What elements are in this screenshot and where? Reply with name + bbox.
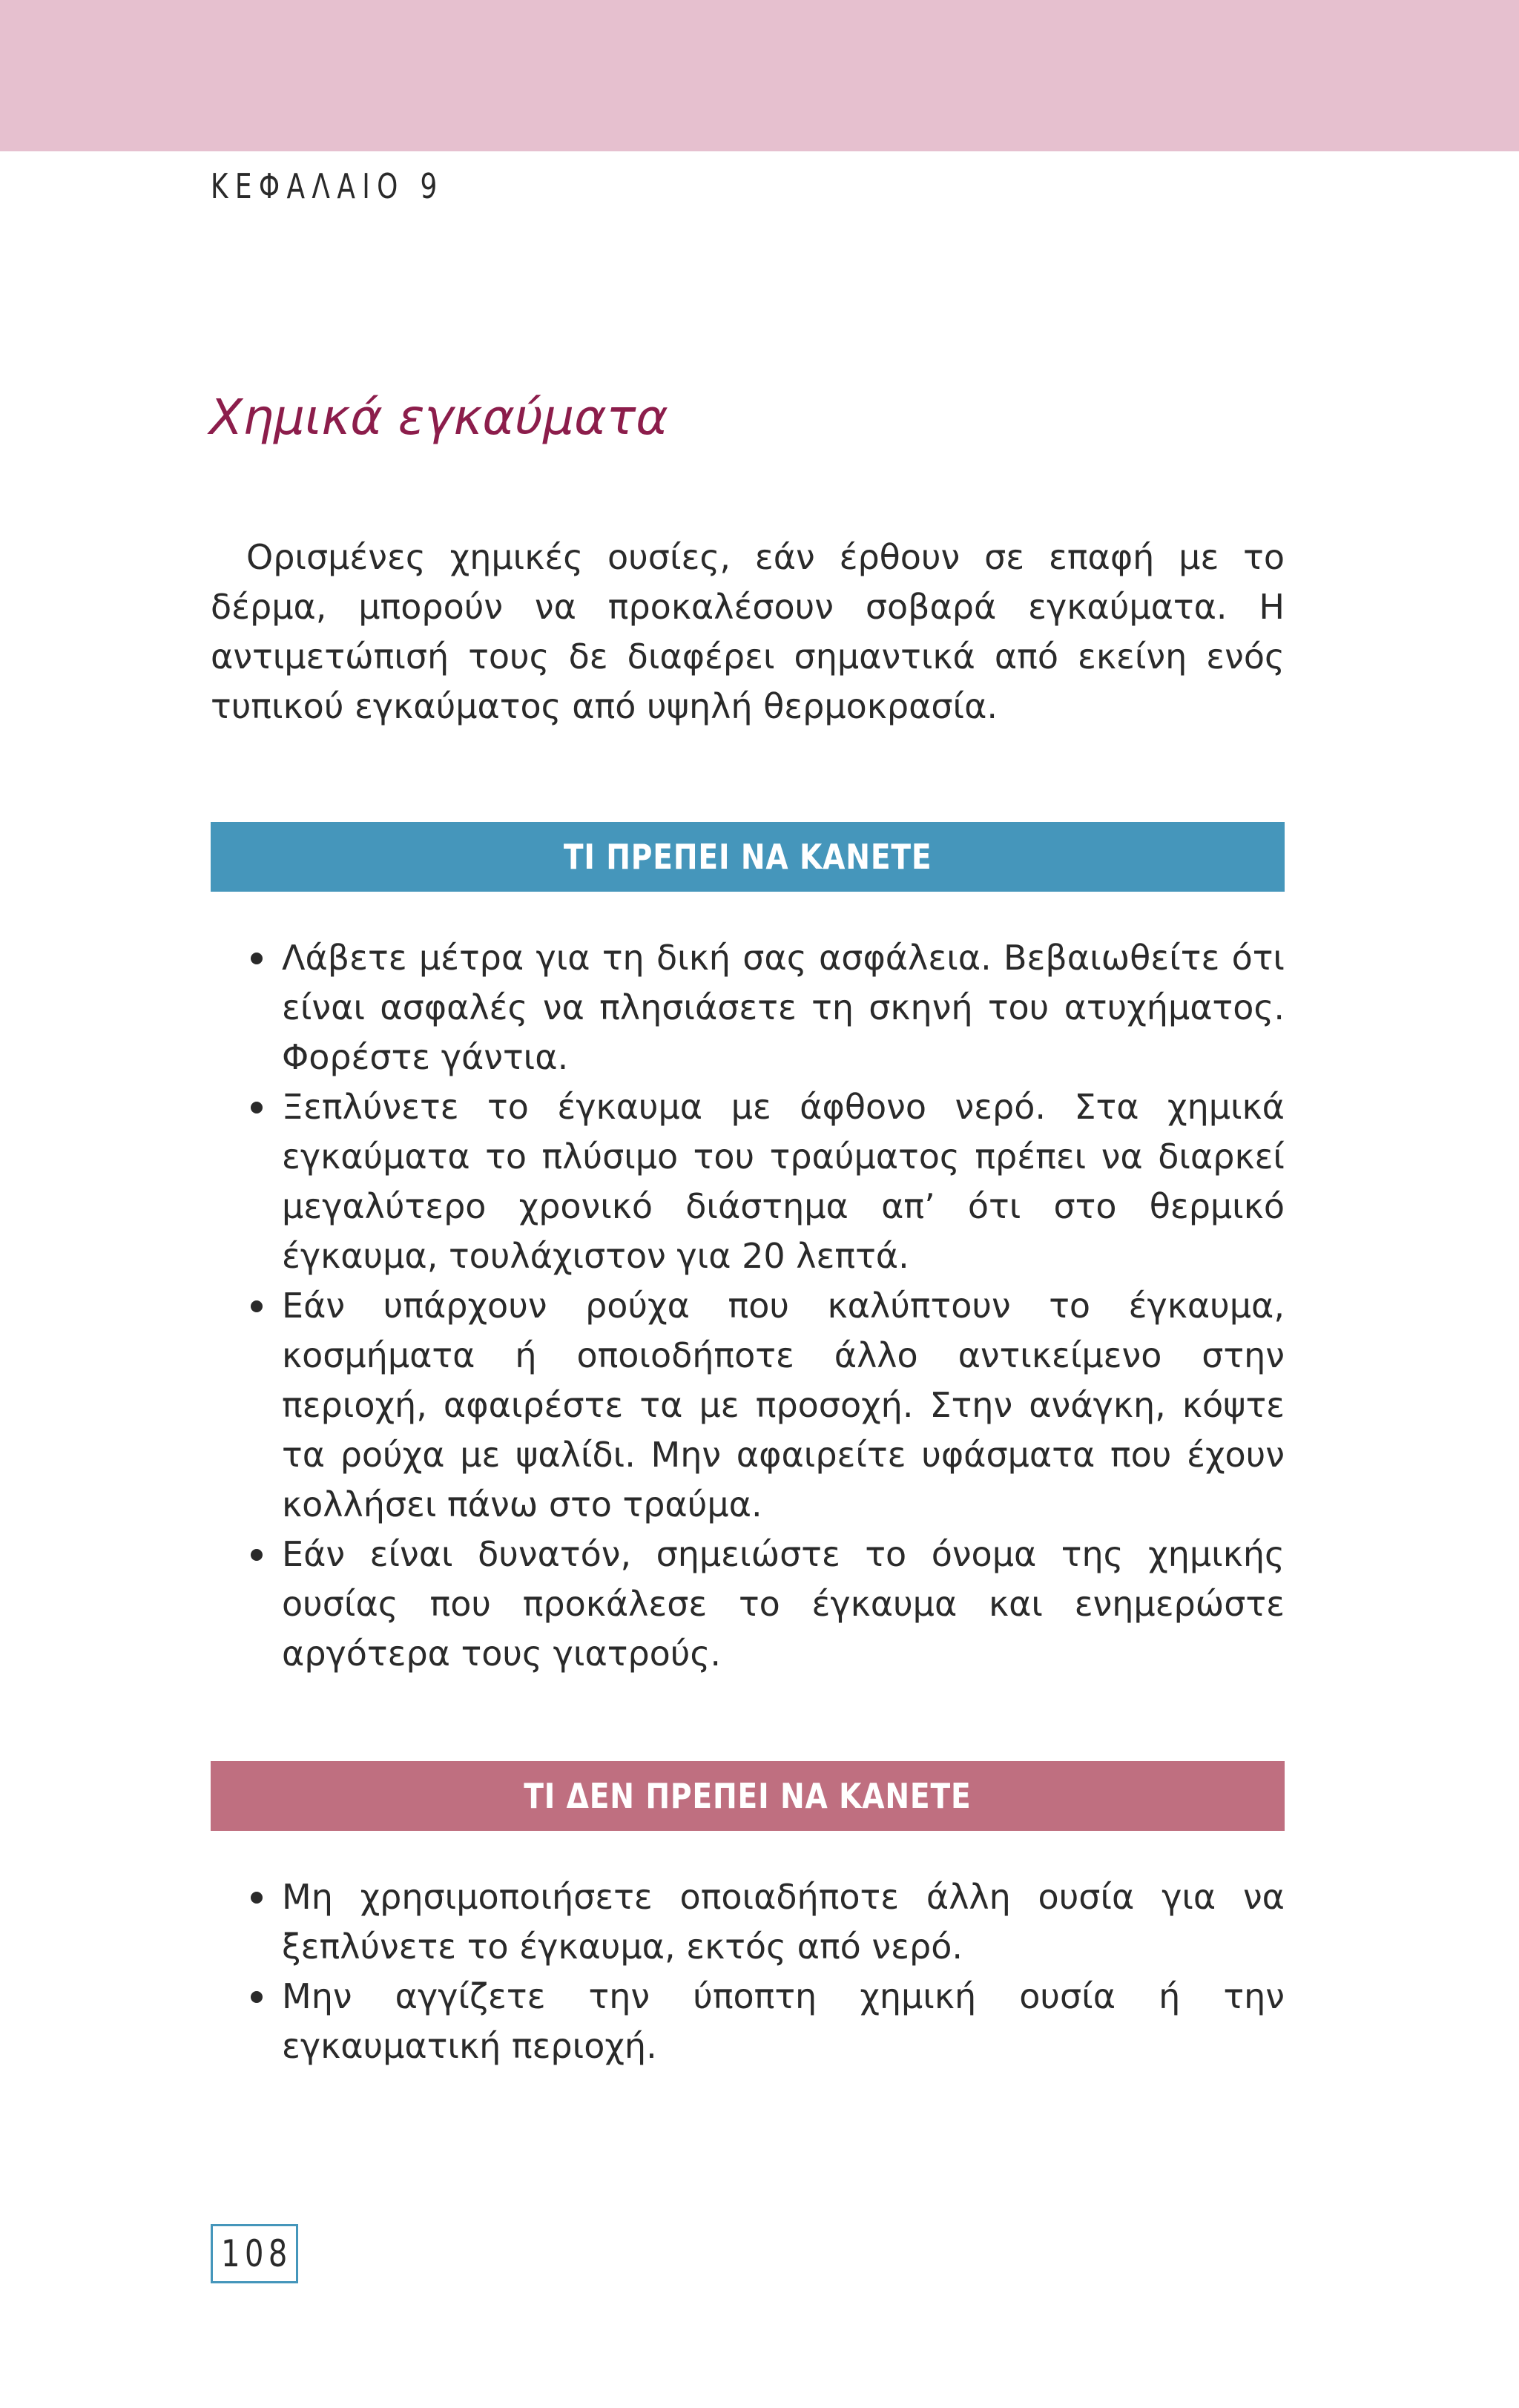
chapter-label: ΚΕΦΑΛΑΙΟ 9 (211, 166, 444, 206)
do-banner-title: ΤΙ ΠΡΕΠΕΙ ΝΑ ΚΑΝΕΤΕ (563, 837, 932, 877)
list-item: Μην αγγίζετε την ύποπτη χημική ουσία ή την εγκαυματική περιοχή. (211, 1972, 1285, 2071)
dont-banner (211, 1761, 1285, 1831)
dont-list (211, 1872, 1285, 2071)
list-item: Λάβετε μέτρα για τη δική σας ασφάλεια. Βεβαιωθείτε ότι είναι ασφαλές να πλησιάσετε τη σκηνή του ατυχήματος. Φορέστε γάντια. (211, 933, 1285, 1082)
page-number-box (211, 2224, 298, 2283)
list-item: Εάν υπάρχουν ρούχα που καλύπτουν το έγκαυμα, κοσμήματα ή οποιοδήποτε άλλο αντικείμενο στην περιοχή, αφαιρέστε τα με προσοχή. Στην ανάγκη, κόψτε τα ρούχα με ψαλίδι. Μην αφαιρείτε υφάσματα που έχουν κολλήσει πάνω στο τραύμα. (211, 1281, 1285, 1530)
top-color-band (0, 0, 1519, 151)
page-number: 108 (221, 2232, 292, 2275)
section-title: Χημικά εγκαύματα (209, 389, 668, 446)
dont-banner-title: ΤΙ ΔΕΝ ΠΡΕΠΕΙ ΝΑ ΚΑΝΕΤΕ (524, 1776, 972, 1816)
list-item: Ξεπλύνετε το έγκαυμα με άφθονο νερό. Στα χημικά εγκαύματα το πλύσιμο του τραύματος πρέπει να διαρκεί μεγαλύτερο χρονικό διάστημα απ’ ότι στο θερμικό έγκαυμα, τουλάχιστον για 20 λεπτά. (211, 1082, 1285, 1281)
list-item: Εάν είναι δυνατόν, σημειώστε το όνομα της χημικής ουσίας που προκάλεσε το έγκαυμα και ενημερώστε αργότερα τους γιατρούς. (211, 1530, 1285, 1679)
do-banner (211, 822, 1285, 892)
list-item: Μη χρησιμοποιήσετε οποιαδήποτε άλλη ουσία για να ξεπλύνετε το έγκαυμα, εκτός από νερό. (211, 1872, 1285, 1972)
intro-paragraph: Ορισμένες χημικές ουσίες, εάν έρθουν σε επαφή με το δέρμα, μπορούν να προκαλέσουν σοβαρά εγκαύματα. Η αντιμετώπισή τους δε διαφέρει σημαντικά από εκείνη ενός τυπικού εγκαύματος από υψηλή θερμοκρασία. (211, 537, 1285, 726)
do-list (211, 933, 1285, 1679)
